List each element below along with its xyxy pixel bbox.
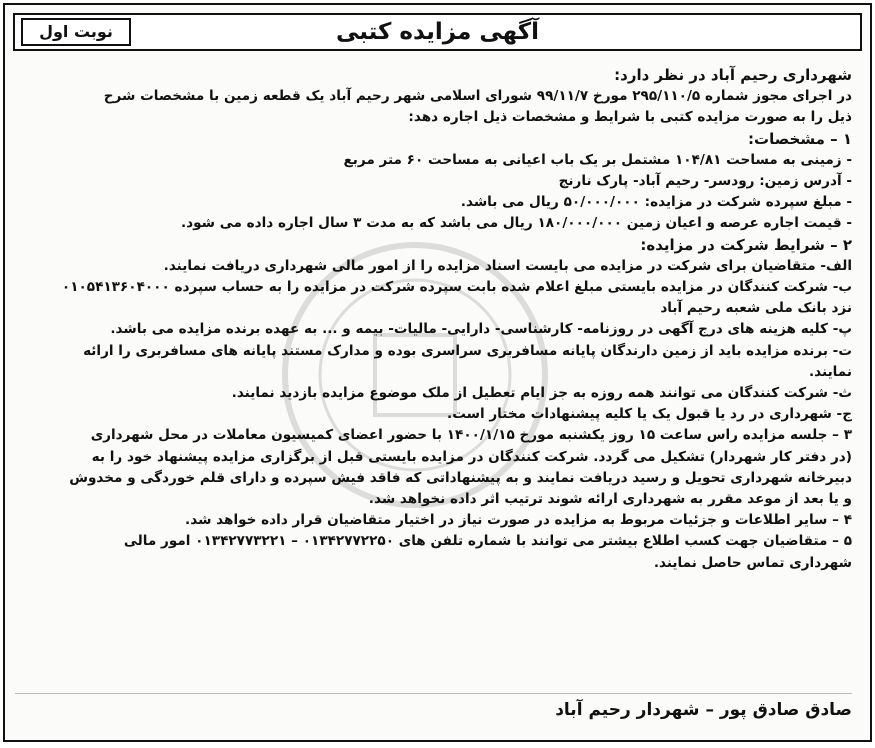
- intro-line-2: ذیل را به صورت مزایده کتبی با شرایط و مشخصات ذیل اجاره دهد:: [408, 109, 852, 126]
- condition-line: نزد بانک ملی شعبه رحیم آباد: [660, 300, 852, 317]
- meeting-line: (در دفتر کار شهردار) تشکیل می گردد. شرکت کنندگان در مزایده بایستی قبل از برگزاری مزایده پیشنهاد خود را به: [91, 448, 852, 465]
- ad-page: [3, 3, 872, 742]
- signature-line: صادق صادق پور – شهردار رحیم آباد: [15, 693, 852, 720]
- condition-line: الف- متقاضیان برای شرکت در مزایده می بایست اسناد مزایده را از امور مالی شهرداری دریافت نمایند.: [163, 257, 852, 274]
- condition-line: نمایند.: [809, 363, 852, 380]
- other-info-line: ۴ – سایر اطلاعات و جزئیات مربوط به مزایده در صورت نیاز در اختیار متقاضیان قرار داده خواهد شد.: [185, 512, 852, 529]
- specs-heading: ۱ – مشخصات:: [748, 129, 852, 148]
- spec-item: - زمینی به مساحت ۱۰۴/۸۱ مشتمل بر یک باب اعیانی به مساحت ۶۰ متر مربع: [343, 151, 852, 168]
- intro-line-1: در اجرای مجوز شماره ۲۹۵/۱۱۰/۵ مورخ ۹۹/۱۱/۷ شورای اسلامی شهر رحیم آباد یک قطعه زمین با مشخصات شرح: [103, 88, 852, 105]
- ad-header: [13, 13, 862, 51]
- contact-line: ۵ – متقاضیان جهت کسب اطلاع بیشتر می توانند با شماره تلفن های ۰۱۳۴۲۷۷۲۲۵۰ – ۰۱۳۴۲۷۷۳۲۲۱ امور مالی: [123, 533, 852, 550]
- condition-line: ج- شهرداری در رد یا قبول یک یا کلیه پیشنهادات مختار است.: [447, 406, 852, 423]
- condition-line: پ- کلیه هزینه های درج آگهی در روزنامه- کارشناسی- دارایی- مالیات- بیمه و ... به عهده برنده مزایده می باشد.: [110, 321, 852, 338]
- organization-line: شهرداری رحیم آباد در نظر دارد:: [614, 66, 852, 84]
- publication-round-badge: نوبت اول: [21, 18, 131, 46]
- spec-item: - قیمت اجاره عرصه و اعیان زمین ۱۸۰/۰۰۰/۰۰۰ ریال می باشد که به مدت ۳ سال اجاره داده می شود.: [180, 215, 852, 232]
- ad-title: آگهی مزایده کتبی: [335, 19, 540, 45]
- meeting-line: دبیرخانه شهرداری تحویل و رسید دریافت نمایند و به پیشنهاداتی که فاقد فیش سپرده و دارای قلم خوردگی و مخدوش: [69, 469, 852, 486]
- meeting-line: و یا بعد از موعد مقرر به شهرداری ارائه شوند ترتیب اثر داده نخواهد شد.: [368, 491, 852, 508]
- spec-item: - مبلغ سپرده شرکت در مزایده: ۵۰/۰۰۰/۰۰۰ ریال می باشد.: [460, 194, 852, 211]
- conditions-heading: ۲ – شرایط شرکت در مزایده:: [640, 235, 852, 254]
- condition-line: ث- شرکت کنندگان می توانند همه روزه به جز ایام تعطیل از ملک موضوع مزایده بازدید نمایند.: [231, 385, 852, 402]
- contact-line: شهرداری تماس حاصل نمایند.: [653, 554, 852, 571]
- spec-item: - آدرس زمین: رودسر- رحیم آباد- پارک نارنج: [558, 173, 852, 190]
- condition-line: ت- برنده مزایده باید از زمین دارندگان پایانه مسافربری سراسری بوده و مدارک مستند پایانه های مسافربری را ارائه: [83, 342, 852, 359]
- meeting-line: ۳ – جلسه مزایده راس ساعت ۱۵ روز یکشنبه مورخ ۱۴۰۰/۱/۱۵ با حضور اعضای کمیسیون معاملات در محل شهرداری: [90, 427, 852, 444]
- condition-line: ب- شرکت کنندگان در مزایده بایستی مبلغ اعلام شده بابت سپرده شرکت در مزایده را به حساب سپرده ۰۱۰۵۴۱۳۶۰۴۰۰۰: [61, 279, 852, 296]
- ad-body: [15, 65, 852, 574]
